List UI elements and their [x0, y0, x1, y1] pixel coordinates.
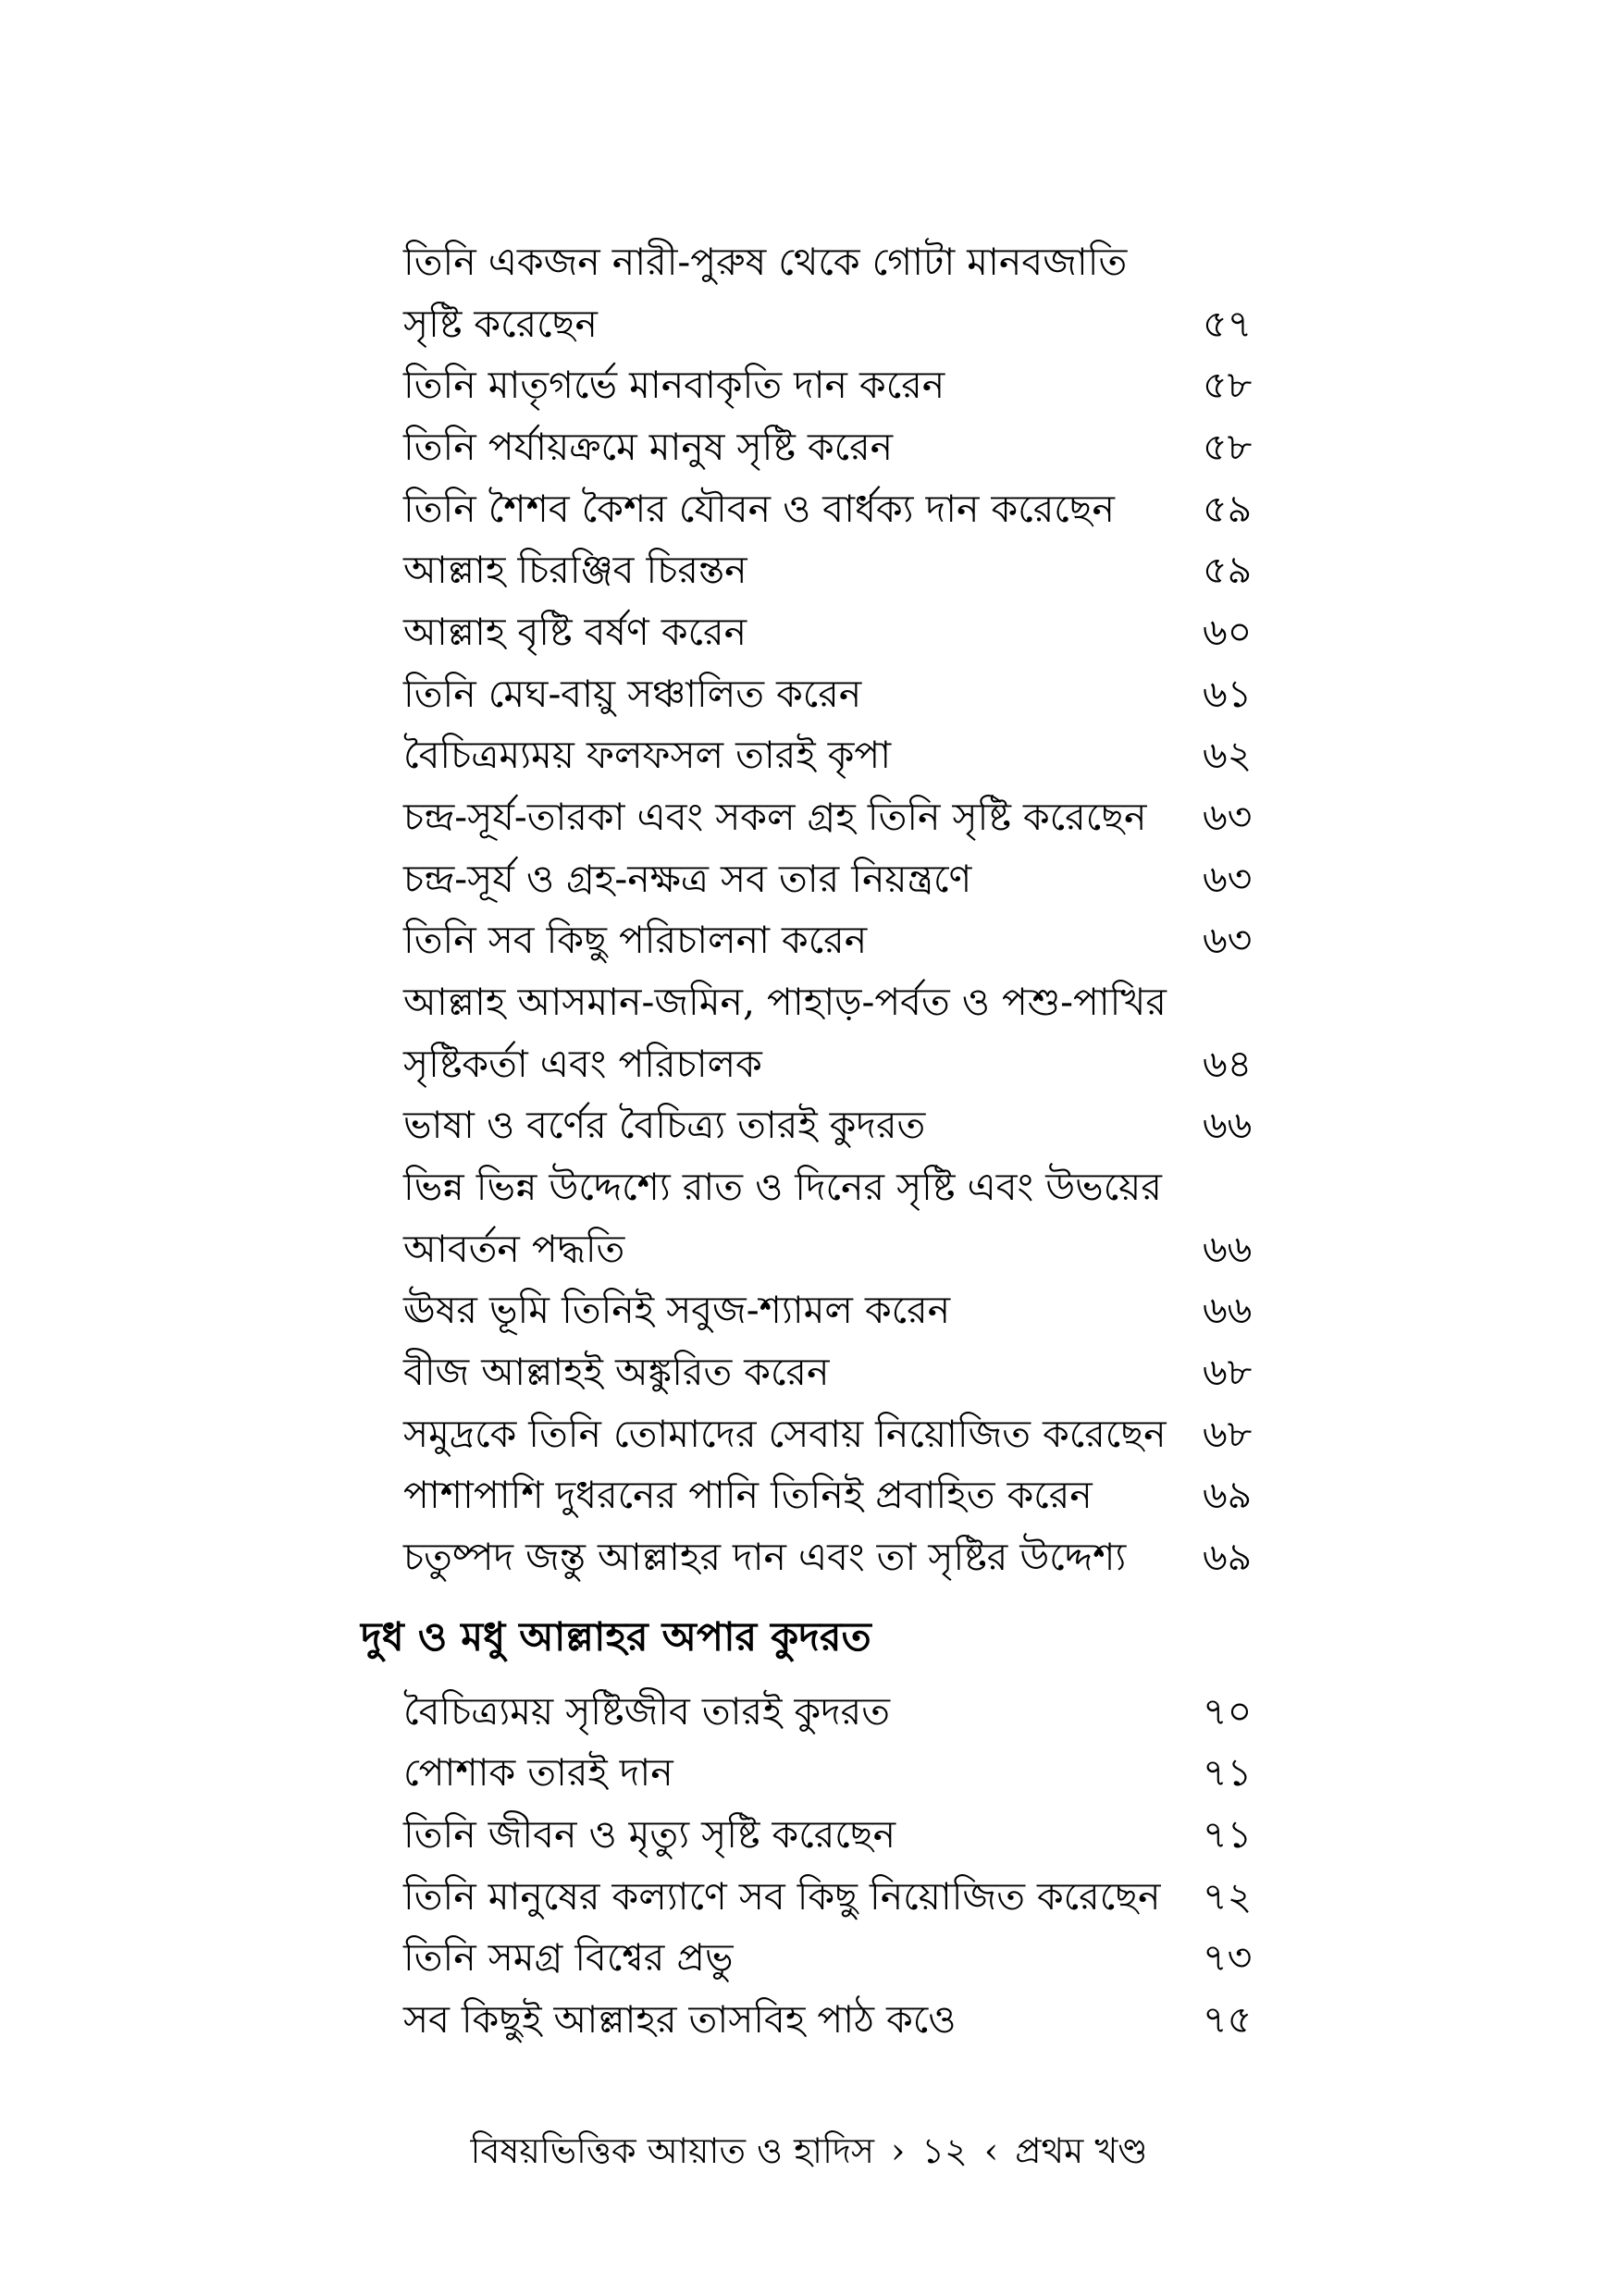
- toc-entry-page: ৬৯: [1203, 1473, 1253, 1517]
- toc-entry-page: ৬৯: [1203, 1535, 1253, 1579]
- toc-entry-title: সব কিছুই আল্লাহর তাসবিহ পাঠ কওে: [403, 1997, 957, 2042]
- toc-entry: [0, 1464, 1618, 1525]
- toc-entry-page: ৬৩: [1203, 918, 1253, 962]
- toc-entry-title: সৃষ্টি করেছেন: [403, 302, 598, 346]
- toc-entry-title: বৈচিত্রম্যময় ফলফসল তারই কৃপা: [403, 733, 892, 777]
- toc-entry-title: তিনি পর্যায়ক্রমে মানুষ সৃষ্টি করেন: [403, 425, 894, 469]
- toc-entry-title: তিনি মাতৃগর্ভে মানবাকৃতি দান করেন: [403, 363, 945, 407]
- toc-entry-page: ৭২: [1203, 1874, 1253, 1919]
- toc-entry-title: তিনি শৈশব কৈশর যৌবন ও বার্ধক্য দান করেছেন: [403, 487, 1116, 531]
- toc-entry-page: ৫৯: [1203, 487, 1253, 531]
- toc-entry-page: ৬৩: [1203, 857, 1253, 901]
- toc-entry-title: ভাষা ও বর্ণের বৈচিত্র্য তারই কুদরত: [403, 1103, 926, 1147]
- toc-entry-title: তিনি সব কিছু পরিচালনা করেন: [403, 918, 868, 962]
- toc-entry-title: চন্দ্র-সূর্য-তারকা এবং সকল গ্রহ তিনি সৃষ্টি করেছেন: [403, 795, 1147, 839]
- toc-entry-page: ৬৮: [1203, 1350, 1253, 1394]
- toc-entry-page: ৭৩: [1203, 1935, 1253, 1980]
- toc-entry-page: ৬৬: [1203, 1288, 1253, 1332]
- toc-entry-title: তিনি জীবন ও মৃত্যু সৃষ্টি করেছেন: [403, 1812, 896, 1857]
- toc-entry-title: সমুদ্রকে তিনি তোমাদের সেবায় নিয়োজিত করেছেন: [403, 1412, 1167, 1456]
- toc-entry-title: চন্দ্র-সূর্য ও গ্রহ-নক্ষত্র সব তার নিয়ন্ত্রণে: [403, 857, 972, 901]
- footer-page-number: ১২: [921, 2130, 968, 2171]
- page-footer: [0, 2123, 1618, 2179]
- toc-entry-title: তিনি মানুষের কল্যাণে সব কিছু নিয়োজিত করেছেন: [403, 1874, 1161, 1919]
- toc-entry-page: ৫৮: [1203, 363, 1253, 407]
- toc-entry: [0, 1218, 1618, 1279]
- toc-entry-page: ৬৬: [1203, 1103, 1253, 1147]
- toc-entry-page: ৬১: [1203, 672, 1253, 716]
- toc-entry: [0, 909, 1618, 970]
- toc-entry: [0, 1681, 1618, 1742]
- toc-entry-title: পোশাক তারই দান: [403, 1750, 673, 1795]
- toc-entry: [0, 1804, 1618, 1865]
- toc-entry-title: তিনি মেঘ-বায়ু সঞ্চালিত করেন: [403, 672, 862, 716]
- toc-entry-page: ৬৪: [1203, 1042, 1253, 1086]
- footer-volume: প্রথম খণ্ড: [1015, 2130, 1148, 2171]
- toc-entry: [0, 1094, 1618, 1155]
- toc-entry-title: আল্লাহ চিরঞ্জিব চিরন্তন: [403, 548, 747, 592]
- toc-entry: [0, 1033, 1618, 1094]
- toc-entry-title: তিনি একজন নারী-পুরুষ থেকে গোটা মানবজাতি: [403, 240, 1128, 284]
- toc-entry: [0, 724, 1618, 785]
- toc-entry: [0, 1989, 1618, 2050]
- toc-entry: [0, 786, 1618, 847]
- toc-entry-page: ৫৭: [1203, 302, 1253, 346]
- toc-entry: [0, 293, 1618, 354]
- footer-left-mark: ›: [891, 2130, 906, 2171]
- toc-entry-title: আল্লাহ আসমান-জমিন, পাহাড়-পর্বত ও পশু-পাখির: [403, 980, 1167, 1024]
- toc-entry-page: ৭০: [1203, 1689, 1253, 1734]
- toc-entry-page: ৬০: [1203, 610, 1253, 654]
- toc-entry-page: ৬৩: [1203, 795, 1253, 839]
- toc-entry-page: ৭১: [1203, 1750, 1253, 1795]
- toc-entry: [0, 416, 1618, 477]
- toc-entry-title: বৈচিত্র্যময় সৃষ্টিজীব তারই কুদরত: [403, 1689, 890, 1734]
- toc-entry-page: ৭১: [1203, 1812, 1253, 1857]
- toc-entry: [0, 478, 1618, 539]
- toc-entry-title: চতুষ্পদ জন্তু আল্লাহর দান এবং তা সৃষ্টির উদ্দেশ্য: [403, 1535, 1127, 1579]
- toc-entry: [0, 1403, 1618, 1464]
- toc-entry: [0, 1866, 1618, 1927]
- toc-entry: [0, 1742, 1618, 1803]
- toc-entry-page: ৫৯: [1203, 548, 1253, 592]
- toc-entry-title: পাশাপাশি দুধরনের পানি তিনিই প্রবাহিত করেন: [403, 1473, 1093, 1517]
- toc-entry-title: ভিন্ন ভিন্ন উদ্দেশ্যে রাত ও দিনের সৃষ্টি এবং উভয়ের: [403, 1165, 1162, 1209]
- toc-entry: [0, 539, 1618, 600]
- toc-entry: [0, 601, 1618, 662]
- footer-book-title: বিষয়ভিত্তিক আয়াত ও হাদিস: [470, 2130, 875, 2171]
- toc-entry: [0, 1156, 1618, 1217]
- toc-entry: [0, 1927, 1618, 1988]
- toc-entry-page: ৬২: [1203, 733, 1253, 777]
- toc-entry-page: ৬৬: [1203, 1227, 1253, 1271]
- toc-entry: [0, 231, 1618, 292]
- toc-entry-page: ৭৫: [1203, 1997, 1253, 2042]
- toc-entry: [0, 1341, 1618, 1402]
- toc-entry-page: ৬৮: [1203, 1412, 1253, 1456]
- toc-entry: [0, 848, 1618, 909]
- toc-entry: [0, 354, 1618, 415]
- toc-entry: [0, 663, 1618, 724]
- toc-entry: [0, 1279, 1618, 1340]
- toc-entry: [0, 1526, 1618, 1587]
- footer-right-mark: ‹: [983, 2130, 999, 2171]
- toc-entry-page: ৫৮: [1203, 425, 1253, 469]
- toc-entry-title: আল্লাহ বৃষ্টি বর্ষণ করেন: [403, 610, 747, 654]
- toc-entry-title: ঊষর ভূমি তিনিই সবুজ-শ্যামল করেন: [403, 1288, 951, 1332]
- toc-entry-title: সৃষ্টিকর্তা এবং পরিচালক: [403, 1042, 762, 1086]
- toc-entry: [0, 971, 1618, 1032]
- toc-entry-title: আবর্তন পদ্ধতি: [403, 1227, 625, 1271]
- section-heading: দুধ ও মধু আল্লাহর অপার কুদরত: [361, 1614, 871, 1660]
- toc-entry-title: বীজ আল্লাহই অঙ্কুরিত করেন: [403, 1350, 830, 1394]
- toc-entry-title: তিনি সমগ্র বিশ্বের প্রভু: [403, 1935, 734, 1980]
